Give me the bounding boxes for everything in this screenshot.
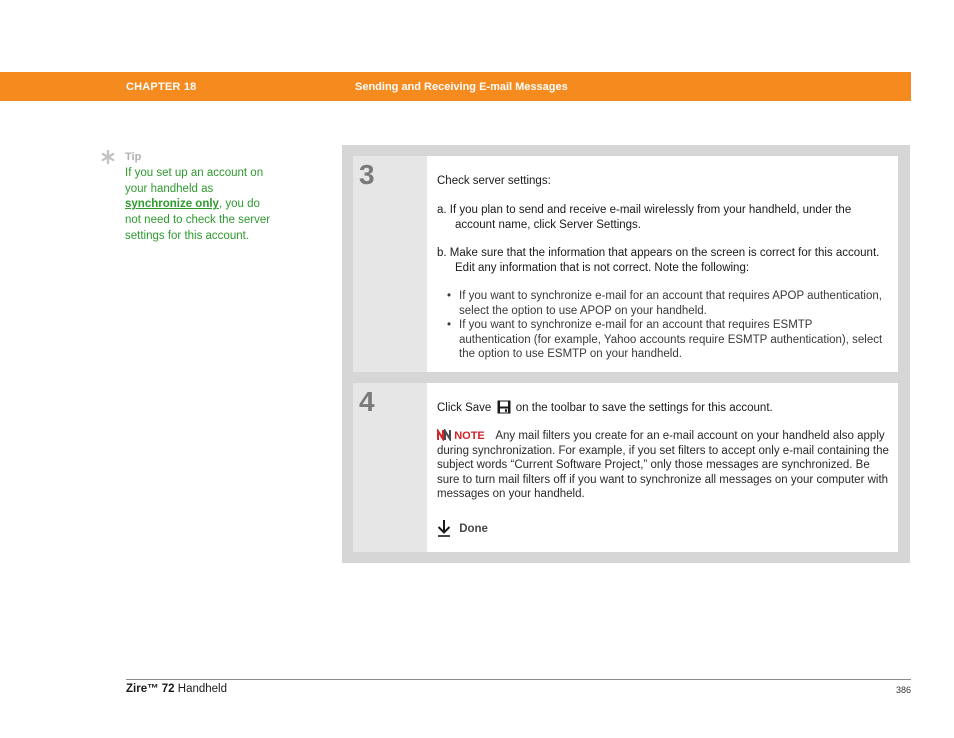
step-number: 3 [359,159,375,190]
tip-text-before: If you set up an account on your handheld as [125,167,264,195]
chapter-title: Sending and Receiving E-mail Messages [355,81,568,93]
step-number-cell [353,156,427,372]
step-3-bullet-list [447,289,887,362]
tip-text [125,166,275,245]
synchronize-only-link[interactable]: synchronize only [125,198,219,211]
note-block [437,429,889,502]
step-number: 4 [359,386,375,417]
step-4-text-before: Click Save [437,402,492,414]
footer-divider [126,679,911,680]
save-icon [497,400,511,414]
asterisk-icon-graphic [101,150,115,164]
done-row [437,519,488,537]
step-4-instruction [437,400,773,416]
step-4 [353,383,898,552]
note-label: NOTE [454,430,485,442]
tip-text-after: , you do not need to check the server settings for this account. [125,198,271,242]
step-3-item-b: b. Make sure that the information that appears on the screen is correct for this account. Edit any information that is not correct. Note the following: [437,247,880,274]
page-number: 386 [895,685,911,695]
tip-heading: Tip [125,151,142,163]
list-item: • If you want to synchronize e-mail for an account that requires APOP authentication, select the option to use APOP on your handheld. [447,289,887,318]
footer-product-brand: Zire™ 72 [126,683,175,695]
step-3-intro: Check server settings: [437,175,551,187]
footer-product-suffix: Handheld [174,683,228,695]
chapter-label: CHAPTER 18 [126,81,197,93]
list-item: • If you want to synchronize e-mail for an account that requires ESMTP authentication (for example, Yahoo accounts require ESMTP authentication), select the option to use ESMTP on your handheld. [447,318,887,362]
footer-product-name [126,683,227,695]
arrow-down-icon-graphic [437,519,451,537]
asterisk-icon [101,150,115,164]
save-icon-graphic [497,400,511,414]
step-3-item-a: a. If you plan to send and receive e-mail wirelessly from your handheld, under the account name, click Server Settings. [437,204,852,231]
step-number-cell [353,383,427,552]
step-4-text-after: on the toolbar to save the settings for this account. [515,402,773,414]
note-icon-graphic [437,429,451,441]
step-3 [353,156,898,372]
note-text: Any mail filters you create for an e-mail account on your handheld also apply during synchronization. For example, if you set filters to accept only e-mail containing the subject words “Current Software Project,” only those messages are synchronized. Be sure to turn mail filters off if you want to synchronize all messages on your computer with messages on your handheld. [437,430,889,500]
done-label: Done [459,523,488,535]
note-icon [437,429,451,441]
arrow-down-icon [437,519,451,537]
